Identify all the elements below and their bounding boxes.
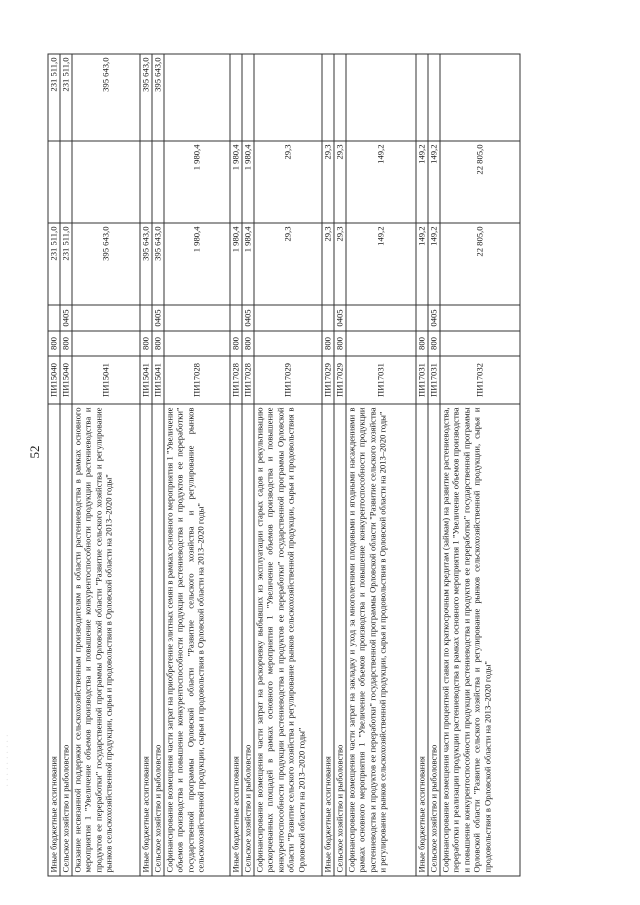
- amount-total: 395 643,0: [140, 223, 152, 305]
- amount-col2: 1 980,4: [164, 141, 230, 223]
- table-row: [428, 54, 440, 876]
- section-code: [440, 305, 520, 331]
- expense-type-code: 800: [428, 331, 440, 356]
- target-article-code: ПИ15040: [48, 356, 60, 404]
- expense-type-code: [254, 331, 322, 356]
- amount-total: 395 643,0: [72, 223, 140, 305]
- amount-col3: 395 643,0: [152, 54, 164, 141]
- row-name: Софинансирование возмещения части затрат на приобретение элитных семян в рамках основного мероприятия 1 "Увеличение объемов производства и повышение конкурентоспособности продукции растениеводства и продуктов ее переработки" государственной программы Орловской области "Развитие сельского хозяйства и регулирование рынков сельскохозяйственной продукции, сырья и продовольствия в Орловской области на 2013–2020 годы": [164, 404, 230, 876]
- amount-total: 231 511,0: [60, 223, 72, 305]
- table-row: [416, 54, 428, 876]
- amount-total: 1 980,4: [164, 223, 230, 305]
- amount-col3: [322, 54, 334, 141]
- table-row: [440, 54, 520, 876]
- section-code: [230, 305, 242, 331]
- row-name: Сельское хозяйство и рыболовство: [60, 404, 72, 876]
- table-row: [164, 54, 230, 876]
- target-article-code: ПИ15041: [152, 356, 164, 404]
- target-article-code: ПИ15041: [72, 356, 140, 404]
- amount-total: 395 643,0: [152, 223, 164, 305]
- row-name: Иные бюджетные ассигнования: [416, 404, 428, 876]
- amount-col2: 149,2: [416, 141, 428, 223]
- table-row: [152, 54, 164, 876]
- expense-type-code: [72, 331, 140, 356]
- section-code: [140, 305, 152, 331]
- section-code: [72, 305, 140, 331]
- target-article-code: ПИ15040: [60, 356, 72, 404]
- table-row: [242, 54, 254, 876]
- table-row: [230, 54, 242, 876]
- expense-type-code: 800: [230, 331, 242, 356]
- amount-col3: [428, 54, 440, 141]
- expense-type-code: 800: [322, 331, 334, 356]
- expense-type-code: [346, 331, 416, 356]
- amount-total: 22 805,0: [440, 223, 520, 305]
- expense-type-code: [164, 331, 230, 356]
- amount-col3: [334, 54, 346, 141]
- expense-type-code: 800: [152, 331, 164, 356]
- expense-type-code: 800: [416, 331, 428, 356]
- row-name: Софинансирование возмещения части затрат на раскорчевку выбывших из эксплуатации старых садов и рекультивацию раскорчеванных площадей в рамках основного мероприятия 1 "Увеличение объемов производства и повышение конкурентоспособности продукции растениеводства и продуктов ее переработки" государственной программы Орловской области "Развитие сельского хозяйства и регулирование рынков сельскохозяйственной продукции, сырья и продовольствия в Орловской области на 2013–2020 годы": [254, 404, 322, 876]
- target-article-code: ПИ17031: [346, 356, 416, 404]
- table-row: [334, 54, 346, 876]
- row-name: Оказание несвязанной поддержки сельскохозяйственным производителям в области растениеводства в рамках основного мероприятия 1 "Увеличение объемов производства и повышение конкурентоспособности продукции растениеводства и продуктов ее переработки" государственной программы Орловской области "Развитие сельского хозяйства и регулирование рынков сельскохозяйственной продукции, сырья и продовольствия в Орловской области на 2013–2020 годы": [72, 404, 140, 876]
- row-name: Иные бюджетные ассигнования: [322, 404, 334, 876]
- amount-col3: [164, 54, 230, 141]
- amount-col3: [230, 54, 242, 141]
- amount-total: 149,2: [346, 223, 416, 305]
- expense-type-code: 800: [140, 331, 152, 356]
- amount-col2: 149,2: [346, 141, 416, 223]
- section-code: [164, 305, 230, 331]
- target-article-code: ПИ17031: [416, 356, 428, 404]
- row-name: Иные бюджетные ассигнования: [230, 404, 242, 876]
- amount-col3: [254, 54, 322, 141]
- row-name: Софинансирование возмещения части процентной ставки по краткосрочным кредитам (займам) на развитие растениеводства, переработки и реализации продукции растениеводства в рамках основного мероприятия 1 "Увеличение объемов производства и повышение конкурентоспособности продукции растениеводства и продуктов ее переработки" государственной программы Орловской области "Развитие сельского хозяйства и регулирование рынков сельскохозяйственной продукции, сырья и продовольствия в Орловской области на 2013–2020 годы": [440, 404, 520, 876]
- amount-col3: 231 511,0: [60, 54, 72, 141]
- expense-type-code: 800: [334, 331, 346, 356]
- table-row: [346, 54, 416, 876]
- amount-col2: 22 805,0: [440, 141, 520, 223]
- table-row: [254, 54, 322, 876]
- table-row: [140, 54, 152, 876]
- amount-total: 231 511,0: [48, 223, 60, 305]
- section-code: 0405: [152, 305, 164, 331]
- amount-col2: [48, 141, 60, 223]
- row-name: Сельское хозяйство и рыболовство: [334, 404, 346, 876]
- table-row: [72, 54, 140, 876]
- target-article-code: ПИ17028: [164, 356, 230, 404]
- amount-total: 29,3: [322, 223, 334, 305]
- amount-col3: 395 643,0: [72, 54, 140, 141]
- amount-col2: [152, 141, 164, 223]
- amount-col3: 231 511,0: [48, 54, 60, 141]
- target-article-code: ПИ15041: [140, 356, 152, 404]
- row-name: Сельское хозяйство и рыболовство: [242, 404, 254, 876]
- amount-col2: 29,3: [322, 141, 334, 223]
- amount-col2: [72, 141, 140, 223]
- table-row: [322, 54, 334, 876]
- target-article-code: ПИ17028: [230, 356, 242, 404]
- expense-type-code: 800: [48, 331, 60, 356]
- expense-type-code: 800: [60, 331, 72, 356]
- amount-col3: [346, 54, 416, 141]
- amount-col3: [440, 54, 520, 141]
- amount-col3: 395 643,0: [140, 54, 152, 141]
- target-article-code: ПИ17029: [254, 356, 322, 404]
- section-code: [322, 305, 334, 331]
- expense-type-code: [440, 331, 520, 356]
- amount-col2: 29,3: [334, 141, 346, 223]
- amount-col2: 1 980,4: [230, 141, 242, 223]
- target-article-code: ПИ17028: [242, 356, 254, 404]
- section-code: [346, 305, 416, 331]
- target-article-code: ПИ17029: [334, 356, 346, 404]
- row-name: Иные бюджетные ассигнования: [140, 404, 152, 876]
- amount-total: 29,3: [334, 223, 346, 305]
- amount-col2: 149,2: [428, 141, 440, 223]
- section-code: 0405: [428, 305, 440, 331]
- section-code: 0405: [334, 305, 346, 331]
- row-name: Сельское хозяйство и рыболовство: [152, 404, 164, 876]
- budget-table: [48, 53, 521, 876]
- section-code: 0405: [60, 305, 72, 331]
- row-name: Иные бюджетные ассигнования: [48, 404, 60, 876]
- amount-col2: 1 980,4: [242, 141, 254, 223]
- amount-total: 149,2: [428, 223, 440, 305]
- row-name: Сельское хозяйство и рыболовство: [428, 404, 440, 876]
- margin-stamp: · · · · · · · · · ·: [5, 733, 11, 787]
- page-number: 52: [27, 445, 42, 459]
- amount-total: 149,2: [416, 223, 428, 305]
- target-article-code: ПИ17029: [322, 356, 334, 404]
- rotated-page: [48, 54, 593, 876]
- section-code: 0405: [242, 305, 254, 331]
- target-article-code: ПИ17031: [428, 356, 440, 404]
- amount-col3: [242, 54, 254, 141]
- amount-total: 1 980,4: [230, 223, 242, 305]
- table-row: [48, 54, 60, 876]
- row-name: Софинансирование возмещения части затрат на закладку и уход за многолетними плодовыми и ягодными насаждениями в рамках основного мероприятия 1 "Увеличение объемов производства и повышение конкурентоспособности продукции растениеводства и продуктов ее переработки" государственной программы Орловской области "Развитие сельского хозяйства и регулирование рынков сельскохозяйственной продукции, сырья и продовольствия в Орловской области на 2013–2020 годы": [346, 404, 416, 876]
- amount-total: 1 980,4: [242, 223, 254, 305]
- section-code: [254, 305, 322, 331]
- table-row: [60, 54, 72, 876]
- section-code: [416, 305, 428, 331]
- amount-col3: [416, 54, 428, 141]
- target-article-code: ПИ17032: [440, 356, 520, 404]
- amount-col2: 29,3: [254, 141, 322, 223]
- amount-total: 29,3: [254, 223, 322, 305]
- expense-type-code: 800: [242, 331, 254, 356]
- amount-col2: [140, 141, 152, 223]
- amount-col2: [60, 141, 72, 223]
- section-code: [48, 305, 60, 331]
